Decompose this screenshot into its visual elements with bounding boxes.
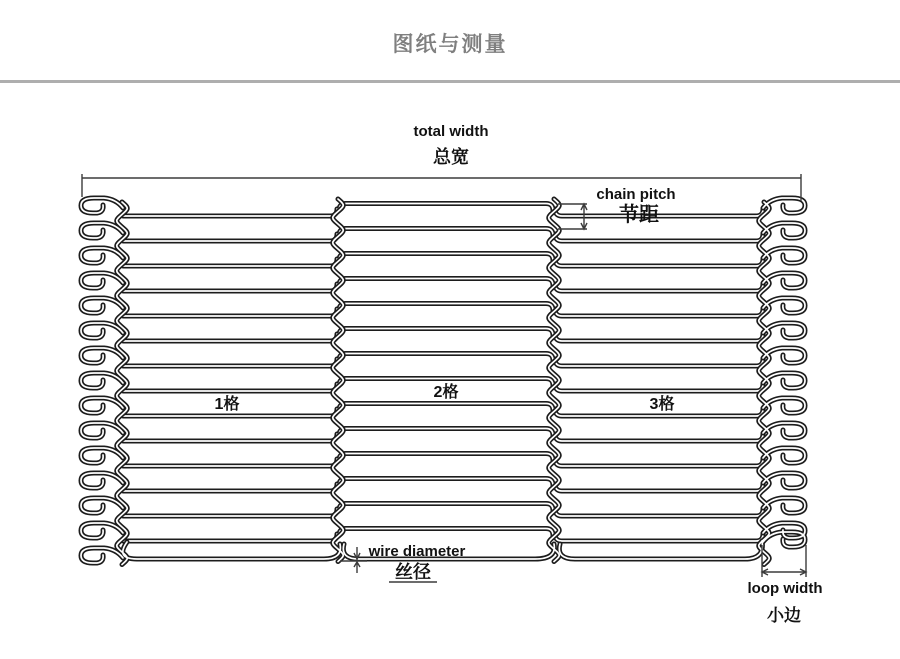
wire-path <box>123 234 337 241</box>
wire-path <box>339 504 553 511</box>
wire-path <box>555 234 763 241</box>
label-total-width-en: total width <box>413 123 489 140</box>
wire-path <box>123 334 337 341</box>
wire-path <box>123 359 337 366</box>
wire-path <box>339 204 553 211</box>
wire-path <box>555 259 763 266</box>
wire-path <box>123 509 337 516</box>
wire-path <box>339 479 553 486</box>
wire-path <box>559 541 762 559</box>
wire-path <box>559 541 762 559</box>
wire-path <box>123 284 337 291</box>
wire-path <box>555 484 763 491</box>
wire-path <box>339 329 553 336</box>
wire-path <box>339 304 553 311</box>
wire-path <box>555 334 763 341</box>
wire-path <box>555 284 763 291</box>
wire-path <box>123 534 337 541</box>
wire-path <box>339 454 553 461</box>
label-wire-diameter-zh: 丝径 <box>395 562 431 582</box>
belt-drawing <box>81 198 805 565</box>
wire-path <box>339 529 553 536</box>
wire-path <box>555 309 763 316</box>
wire-path <box>555 434 763 441</box>
wire-path <box>555 359 763 366</box>
wire-path <box>555 209 763 216</box>
wire-path <box>339 429 553 436</box>
label-loop-width-zh: 小边 <box>767 606 801 625</box>
label-total-width-zh: 总宽 <box>433 147 469 167</box>
wire-path <box>339 404 553 411</box>
wire-path <box>555 509 763 516</box>
total-width-dimension <box>82 174 801 201</box>
wire-path <box>123 434 337 441</box>
label-chain-pitch-en: chain pitch <box>596 186 676 203</box>
page-title: 图纸与测量 <box>392 33 508 56</box>
wire-path <box>555 459 763 466</box>
wire-path <box>123 209 337 216</box>
label-section-1: 1格 <box>214 396 240 413</box>
wire-path <box>123 484 337 491</box>
wire-path <box>339 279 553 286</box>
wire-path <box>123 542 341 559</box>
wire-path <box>123 384 337 391</box>
wire-path <box>123 542 341 559</box>
label-chain-pitch-zh: 节距 <box>619 204 659 226</box>
diagram-labels <box>215 123 823 625</box>
wire-path <box>555 384 763 391</box>
label-section-2: 2格 <box>433 384 459 401</box>
wire-path <box>123 459 337 466</box>
wire-path <box>339 229 553 236</box>
wire-path <box>123 309 337 316</box>
wire-path <box>339 354 553 361</box>
wire-path <box>123 259 337 266</box>
label-section-3: 3格 <box>649 396 675 413</box>
label-loop-width-en: loop width <box>747 580 823 597</box>
wire-path <box>555 534 763 541</box>
wire-path <box>339 254 553 261</box>
label-wire-diameter-en: wire diameter <box>368 543 466 560</box>
